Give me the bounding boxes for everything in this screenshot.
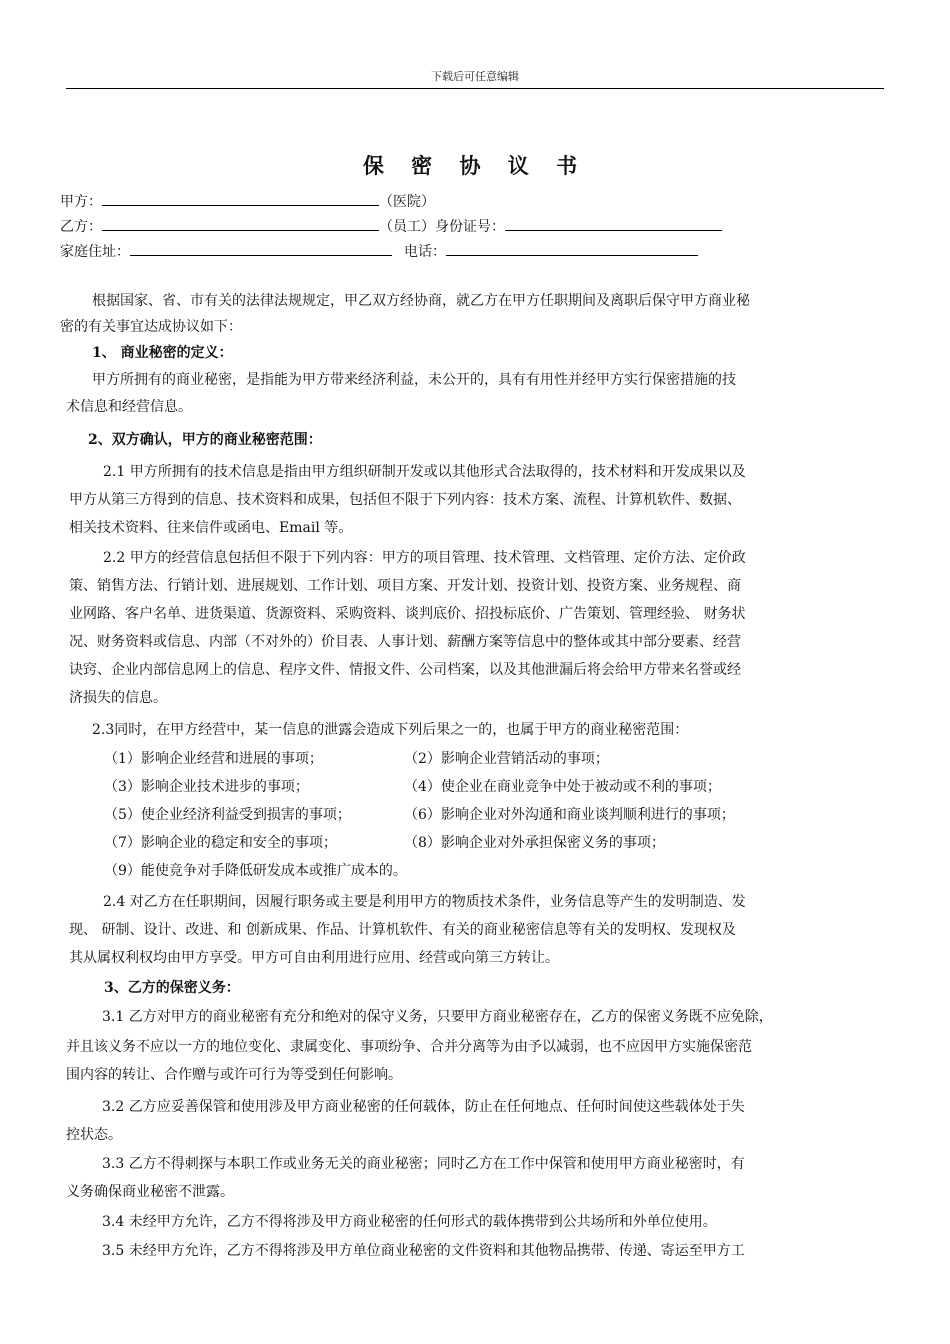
- p33-line-2: 义务确保商业秘密不泄露。: [66, 1184, 234, 1200]
- p34-line: 3.4 未经甲方允许，乙方不得将涉及甲方商业秘密的任何形式的载体携带到公共场所和外单位使用。: [102, 1214, 717, 1230]
- party-a-label: 甲方：: [60, 194, 102, 210]
- item-6: （6）影响企业对外沟通和商业谈判顺利进行的事项；: [404, 807, 735, 823]
- intro-line-2: 密的有关事宜达成协议如下：: [60, 319, 242, 335]
- item-4: （4）使企业在商业竞争中处于被动或不利的事项；: [404, 779, 721, 795]
- p31-line-1: 3.1 乙方对甲方的商业秘密有充分和绝对的保守义务，只要甲方商业秘密存在，乙方的保密义务既不应免除，: [102, 1009, 773, 1025]
- p22-line-2: 策、销售方法、行销计划、进展规划、工作计划、项目方案、开发计划、投资计划、投资方案、业务规程、商: [69, 578, 741, 594]
- party-b-row: [60, 216, 722, 237]
- address-label: 家庭住址：: [60, 244, 130, 260]
- s1-line-1: 甲方所拥有的商业秘密，是指能为甲方带来经济利益，未公开的，具有有用性并经甲方实行保密措施的技: [92, 372, 736, 388]
- p22-line-3: 业网路、客户名单、进货渠道、货源资料、采购资料、谈判底价、招投标底价、广告策划、管理经验、 财务状: [69, 606, 746, 622]
- p32-line-2: 控状态。: [66, 1127, 122, 1143]
- p22-line-5: 诀窍、企业内部信息网上的信息、程序文件、情报文件、公司档案，以及其他泄漏后将会给甲方带来名誉或经: [69, 662, 741, 678]
- p21-line-2: 甲方从第三方得到的信息、技术资料和成果，包括但不限于下列内容：技术方案、流程、计算机软件、数据、: [69, 492, 741, 508]
- party-b-label: 乙方：: [60, 219, 102, 235]
- item-7: （7）影响企业的稳定和安全的事项；: [104, 835, 337, 851]
- id-number-input[interactable]: [505, 216, 722, 231]
- item-8: （8）影响企业对外承担保密义务的事项；: [404, 835, 665, 851]
- address-input[interactable]: [130, 241, 392, 256]
- address-row: [60, 241, 698, 262]
- item-2: （2）影响企业营销活动的事项；: [404, 751, 609, 767]
- p23-line: 2.3同时，在甲方经营中，某一信息的泄露会造成下列后果之一的，也属于甲方的商业秘密范围：: [92, 722, 689, 738]
- party-b-suffix: （员工）身份证号：: [379, 219, 505, 235]
- p32-line-1: 3.2 乙方应妥善保管和使用涉及甲方商业秘密的任何载体，防止在任何地点、任何时间使这些载体处于失: [102, 1099, 745, 1115]
- item-9: （9）能使竞争对手降低研发成本或推广成本的。: [104, 863, 407, 879]
- section-3-heading: 3、乙方的保密义务：: [104, 980, 240, 996]
- p24-line-3: 其从属权利权均由甲方享受。甲方可自由利用进行应用、经营或向第三方转让。: [69, 950, 559, 966]
- party-b-input[interactable]: [102, 216, 379, 231]
- p35-line: 3.5 未经甲方允许，乙方不得将涉及甲方单位商业秘密的文件资料和其他物品携带、传递、寄运至甲方工: [102, 1243, 745, 1259]
- header-divider: [66, 88, 884, 89]
- p31-line-2: 并且该义务不应以一方的地位变化、隶属变化、事项纷争、合并分离等为由予以减弱，也不应因甲方实施保密范: [66, 1039, 752, 1055]
- party-a-suffix: （医院）: [379, 194, 435, 210]
- section-2-heading: 2、双方确认，甲方的商业秘密范围：: [88, 432, 322, 448]
- p24-line-2: 现、 研制、设计、改进、和 创新成果、作品、计算机软件、有关的商业秘密信息等有关的发明权、发现权及: [69, 922, 736, 938]
- phone-input[interactable]: [446, 241, 698, 256]
- phone-label: 电话：: [404, 244, 446, 260]
- item-5: （5）使企业经济利益受到损害的事项；: [104, 807, 351, 823]
- p22-line-1: 2.2 甲方的经营信息包括但不限于下列内容：甲方的项目管理、技术管理、文档管理、定价方法、定价政: [103, 550, 746, 566]
- item-3: （3）影响企业技术进步的事项；: [104, 779, 309, 795]
- page-header: 下载后可任意编辑: [431, 70, 519, 83]
- p31-line-3: 围内容的转让、合作赠与或许可行为等受到任何影响。: [66, 1067, 402, 1083]
- p24-line-1: 2.4 对乙方在任职期间，因履行职务或主要是利用甲方的物质技术条件，业务信息等产生的发明制造、发: [103, 894, 746, 910]
- p33-line-1: 3.3 乙方不得刺探与本职工作或业务无关的商业秘密；同时乙方在工作中保管和使用甲方商业秘密时，有: [102, 1156, 745, 1172]
- p21-line-3: 相关技术资料、往来信件或函电、Email 等。: [69, 520, 353, 536]
- item-1: （1）影响企业经营和进展的事项；: [104, 751, 323, 767]
- party-a-input[interactable]: [102, 191, 379, 206]
- p22-line-4: 况、财务资料或信息、内部（不对外的）价目表、人事计划、薪酬方案等信息中的整体或其中部分要素、经营: [69, 634, 741, 650]
- document-title: 保 密 协 议 书: [362, 153, 588, 178]
- section-1-heading: 1、 商业秘密的定义：: [92, 345, 233, 361]
- party-a-row: [60, 191, 435, 212]
- p21-line-1: 2.1 甲方所拥有的技术信息是指由甲方组织研制开发或以其他形式合法取得的，技术材料和开发成果以及: [103, 464, 746, 480]
- intro-line-1: 根据国家、省、市有关的法律法规规定，甲乙双方经协商，就乙方在甲方任职期间及离职后保守甲方商业秘: [92, 293, 750, 309]
- p22-line-6: 济损失的信息。: [69, 690, 167, 706]
- s1-line-2: 术信息和经营信息。: [66, 399, 192, 415]
